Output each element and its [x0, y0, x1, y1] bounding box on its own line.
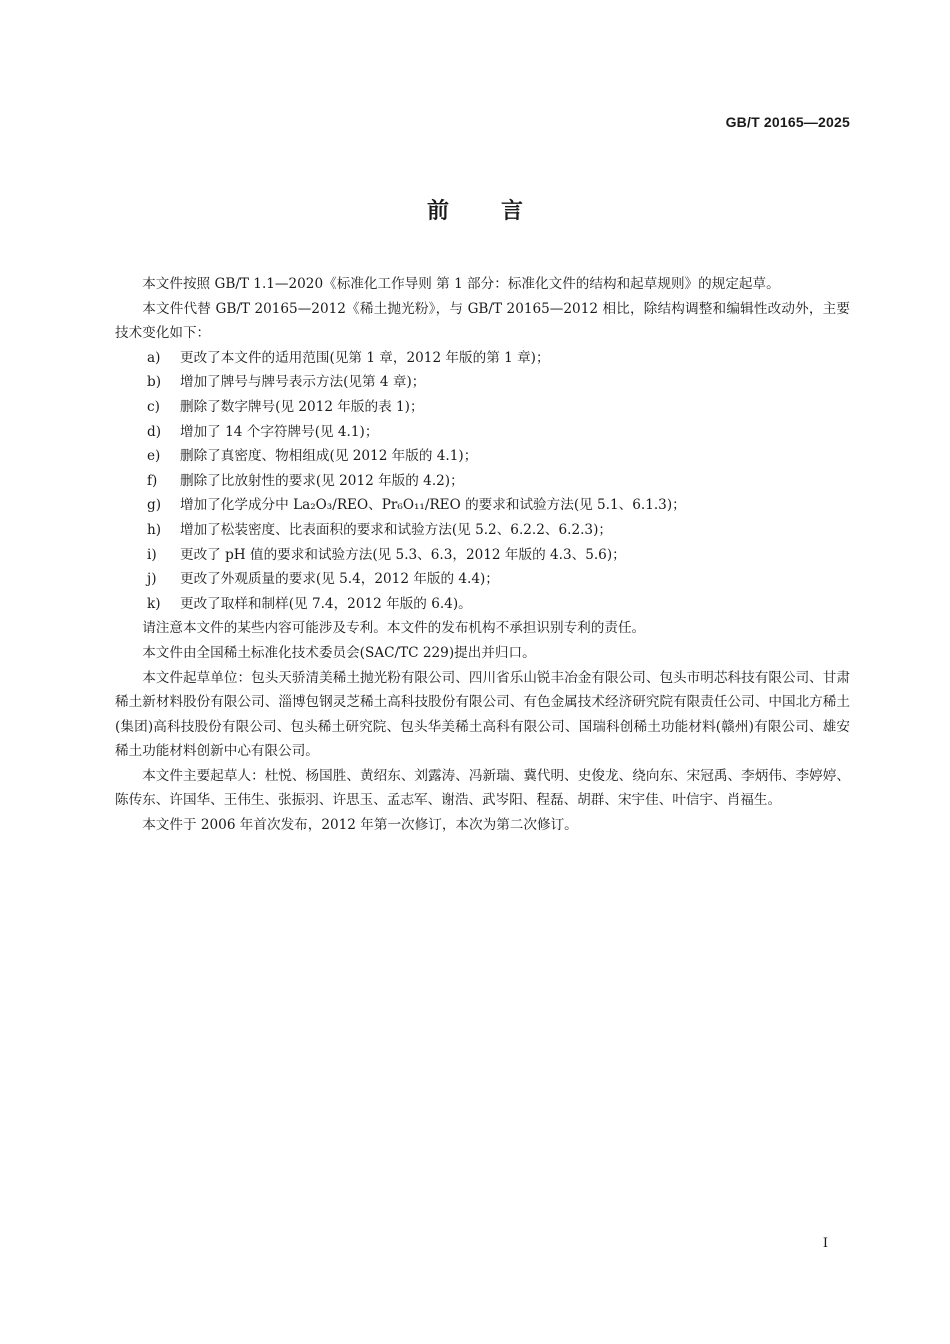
changes-list	[115, 346, 850, 617]
paragraph-patent-notice: 请注意本文件的某些内容可能涉及专利。本文件的发布机构不承担识别专利的责任。	[142, 620, 646, 637]
list-item	[115, 543, 850, 568]
list-item-label: e)	[147, 448, 161, 465]
list-item-label: k)	[147, 595, 161, 612]
list-item-label: d)	[147, 423, 162, 440]
list-item-text: 增加了化学成分中 La₂O₃/REO、Pr₆O₁₁/REO 的要求和试验方法(见 5.1、6.1.3)；	[180, 497, 686, 514]
list-item-text: 增加了牌号与牌号表示方法(见第 4 章)；	[180, 374, 426, 391]
list-item-text: 更改了取样和制样(见 7.4，2012 年版的 6.4)。	[180, 595, 472, 612]
paragraph-drafting-units: 本文件起草单位：包头天骄清美稀土抛光粉有限公司、四川省乐山锐丰冶金有限公司、包头市明芯科技有限公司、甘肃稀土新材料股份有限公司、淄博包钢灵芝稀土高科技股份有限公司、有色金属技术经济研究院有限责任公司、中国北方稀土(集团)高科技股份有限公司、包头稀土研究院、包头华美稀土高科有限公司、国瑞科创稀土功能材料(赣州)有限公司、雄安稀土功能材料创新中心有限公司。	[115, 669, 850, 760]
paragraph-drafters: 本文件主要起草人：杜悦、杨国胜、黄绍东、刘露涛、冯新瑞、冀代明、史俊龙、绕向东、宋冠禹、李炳伟、李婷婷、陈传东、许国华、王伟生、张振羽、许思玉、孟志军、谢浩、武岑阳、程磊、胡群、宋宇佳、叶信宇、肖福生。	[115, 767, 850, 809]
list-item-label: h)	[147, 521, 162, 538]
list-item-text: 增加了松装密度、比表面积的要求和试验方法(见 5.2、6.2.2、6.2.3)；	[180, 521, 612, 538]
list-item-text: 删除了数字牌号(见 2012 年版的表 1)；	[180, 398, 424, 415]
document-body	[115, 272, 850, 838]
list-item-text: 增加了 14 个字符牌号(见 4.1)；	[180, 423, 379, 440]
paragraph-history: 本文件于 2006 年首次发布，2012 年第一次修订，本次为第二次修订。	[142, 817, 578, 834]
list-item	[115, 469, 850, 494]
list-item	[115, 444, 850, 469]
page-number: I	[822, 1236, 828, 1251]
list-item-label: c)	[147, 398, 160, 415]
list-item-label: b)	[147, 374, 162, 391]
list-item-text: 更改了外观质量的要求(见 5.4，2012 年版的 4.4)；	[180, 571, 499, 588]
paragraph-drafting-rules: 本文件按照 GB/T 1.1—2020《标准化工作导则 第 1 部分：标准化文件的结构和起草规则》的规定起草。	[142, 276, 780, 292]
list-item	[115, 420, 850, 445]
paragraph-replacement: 本文件代替 GB/T 20165—2012《稀土抛光粉》，与 GB/T 20165—2012 相比，除结构调整和编辑性改动外，主要技术变化如下：	[115, 300, 850, 342]
list-item-label: f)	[147, 472, 158, 489]
list-item	[115, 370, 850, 395]
list-item-text: 更改了本文件的适用范围(见第 1 章，2012 年版的第 1 章)；	[180, 349, 550, 366]
list-item-text: 更改了 pH 值的要求和试验方法(见 5.3、6.3，2012 年版的 4.3、5.6)；	[180, 546, 626, 563]
list-item	[115, 592, 850, 617]
list-item-text: 删除了真密度、物相组成(见 2012 年版的 4.1)；	[180, 448, 478, 465]
list-item-label: a)	[147, 349, 161, 366]
list-item	[115, 518, 850, 543]
list-item	[115, 493, 850, 518]
list-item-label: i)	[147, 546, 157, 563]
list-item-text: 删除了比放射性的要求(见 2012 年版的 4.2)；	[180, 472, 464, 489]
list-item-label: j)	[147, 571, 157, 588]
list-item	[115, 567, 850, 592]
list-item	[115, 346, 850, 371]
standard-code: GB/T 20165—2025	[725, 114, 850, 130]
list-item-label: g)	[147, 497, 162, 514]
page-title: 前言	[426, 199, 575, 224]
list-item	[115, 395, 850, 420]
paragraph-committee: 本文件由全国稀土标准化技术委员会(SAC/TC 229)提出并归口。	[142, 644, 536, 661]
